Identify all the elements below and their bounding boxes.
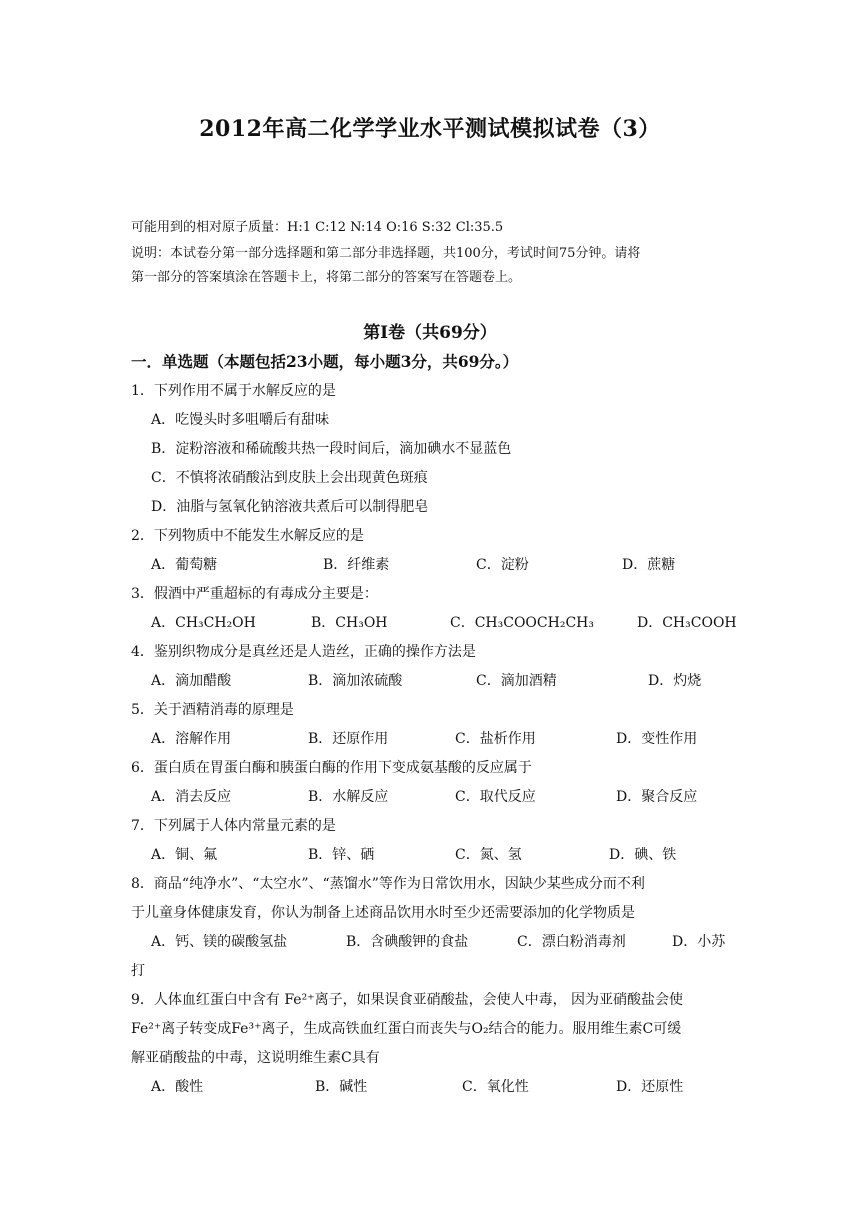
question-3-stem: 3．假酒中严重超标的有毒成分主要是： <box>131 586 378 602</box>
question-5-stem: 5．关于酒精消毒的原理是 <box>131 702 294 718</box>
q8-option-a: A．钙、镁的碳酸氢盐 <box>151 934 288 950</box>
q5-option-a: A．溶解作用 <box>151 731 232 747</box>
q4-option-b: B．滴加浓硫酸 <box>308 673 403 689</box>
question-8-stem-line-2: 于儿童身体健康发育，你认为制备上述商品饮用水时至少还需要添加的化学物质是 <box>131 905 635 921</box>
q2-option-c: C．淀粉 <box>476 557 529 573</box>
question-1-stem: 1．下列作用不属于水解反应的是 <box>131 383 336 399</box>
question-2-stem: 2．下列物质中不能发生水解反应的是 <box>131 528 364 544</box>
q4-option-a: A．滴加醋酸 <box>151 673 232 689</box>
q1-option-b: B．淀粉溶液和稀硫酸共热一段时间后，滴加碘水不显蓝色 <box>151 441 512 457</box>
q4-option-d: D．灼烧 <box>648 673 702 689</box>
q6-option-d: D．聚合反应 <box>616 789 698 805</box>
q6-option-c: C．取代反应 <box>455 789 536 805</box>
q7-option-c: C．氮、氢 <box>455 847 522 863</box>
q8-option-b: B．含碘酸钾的食盐 <box>346 934 469 950</box>
atomic-masses: 可能用到的相对原子质量：H:1 C:12 N:14 O:16 S:32 Cl:35.5 <box>131 220 504 235</box>
q7-option-b: B．锌、硒 <box>308 847 375 863</box>
q7-option-a: A．铜、氟 <box>151 847 218 863</box>
question-9-stem-line-1: 9．人体血红蛋白中含有 Fe²⁺离子，如果误食亚硝酸盐，会使人中毒， 因为亚硝酸盐会使 <box>131 992 684 1008</box>
section1-heading: 一．单选题（本题包括23小题，每小题3分，共69分。） <box>131 352 519 371</box>
instructions-line-2: 第一部分的答案填涂在答题卡上，将第二部分的答案写在答题卷上。 <box>131 270 522 285</box>
question-4-stem: 4．鉴别织物成分是真丝还是人造丝，正确的操作方法是 <box>131 644 476 660</box>
q7-option-d: D．碘、铁 <box>609 847 677 863</box>
q5-option-c: C．盐析作用 <box>455 731 536 747</box>
q9-option-c: C．氧化性 <box>462 1079 529 1095</box>
q8-option-d: D．小苏 <box>672 934 726 950</box>
q2-option-d: D．蔗糖 <box>622 557 676 573</box>
q3-option-c: C．CH₃COOCH₂CH₃ <box>450 615 594 631</box>
q5-option-d: D．变性作用 <box>616 731 698 747</box>
q4-option-c: C．滴加酒精 <box>476 673 557 689</box>
q9-option-a: A．酸性 <box>151 1079 204 1095</box>
q6-option-b: B．水解反应 <box>308 789 389 805</box>
q3-option-a: A．CH₃CH₂OH <box>151 615 256 631</box>
question-9-stem-line-3: 解亚硝酸盐的中毒，这说明维生素C具有 <box>131 1050 380 1066</box>
q1-option-c: C．不慎将浓硝酸沾到皮肤上会出现黄色斑痕 <box>151 470 428 486</box>
question-9-stem-line-2: Fe²⁺离子转变成Fe³⁺离子，生成高铁血红蛋白而丧失与O₂结合的能力。服用维生素C可缓 <box>131 1021 682 1037</box>
q1-option-d: D．油脂与氢氧化钠溶液共煮后可以制得肥皂 <box>151 499 429 515</box>
question-7-stem: 7．下列属于人体内常量元素的是 <box>131 818 336 834</box>
exam-title: 2012年高二化学学业水平测试模拟试卷（3） <box>199 116 661 142</box>
question-6-stem: 6．蛋白质在胃蛋白酶和胰蛋白酶的作用下变成氨基酸的反应属于 <box>131 760 532 776</box>
q8-option-d-continued: 打 <box>131 963 145 979</box>
question-8-stem-line-1: 8．商品“纯净水”、“太空水”、“蒸馏水”等作为日常饮用水，因缺少某些成分而不利 <box>131 876 645 892</box>
instructions-line-1: 说明：本试卷分第一部分选择题和第二部分非选择题，共100分，考试时间75分钟。请将 <box>131 246 641 261</box>
q6-option-a: A．消去反应 <box>151 789 232 805</box>
q1-option-a: A．吃馒头时多咀嚼后有甜味 <box>151 412 330 428</box>
q3-option-b: B．CH₃OH <box>311 615 388 631</box>
q8-option-c: C．漂白粉消毒剂 <box>517 934 626 950</box>
q5-option-b: B．还原作用 <box>308 731 389 747</box>
q9-option-b: B．碱性 <box>315 1079 368 1095</box>
q2-option-a: A．葡萄糖 <box>151 557 218 573</box>
part1-heading: 第Ⅰ卷（共69分） <box>363 323 497 343</box>
q3-option-d: D．CH₃COOH <box>637 615 737 631</box>
q9-option-d: D．还原性 <box>616 1079 684 1095</box>
q2-option-b: B．纤维素 <box>323 557 390 573</box>
